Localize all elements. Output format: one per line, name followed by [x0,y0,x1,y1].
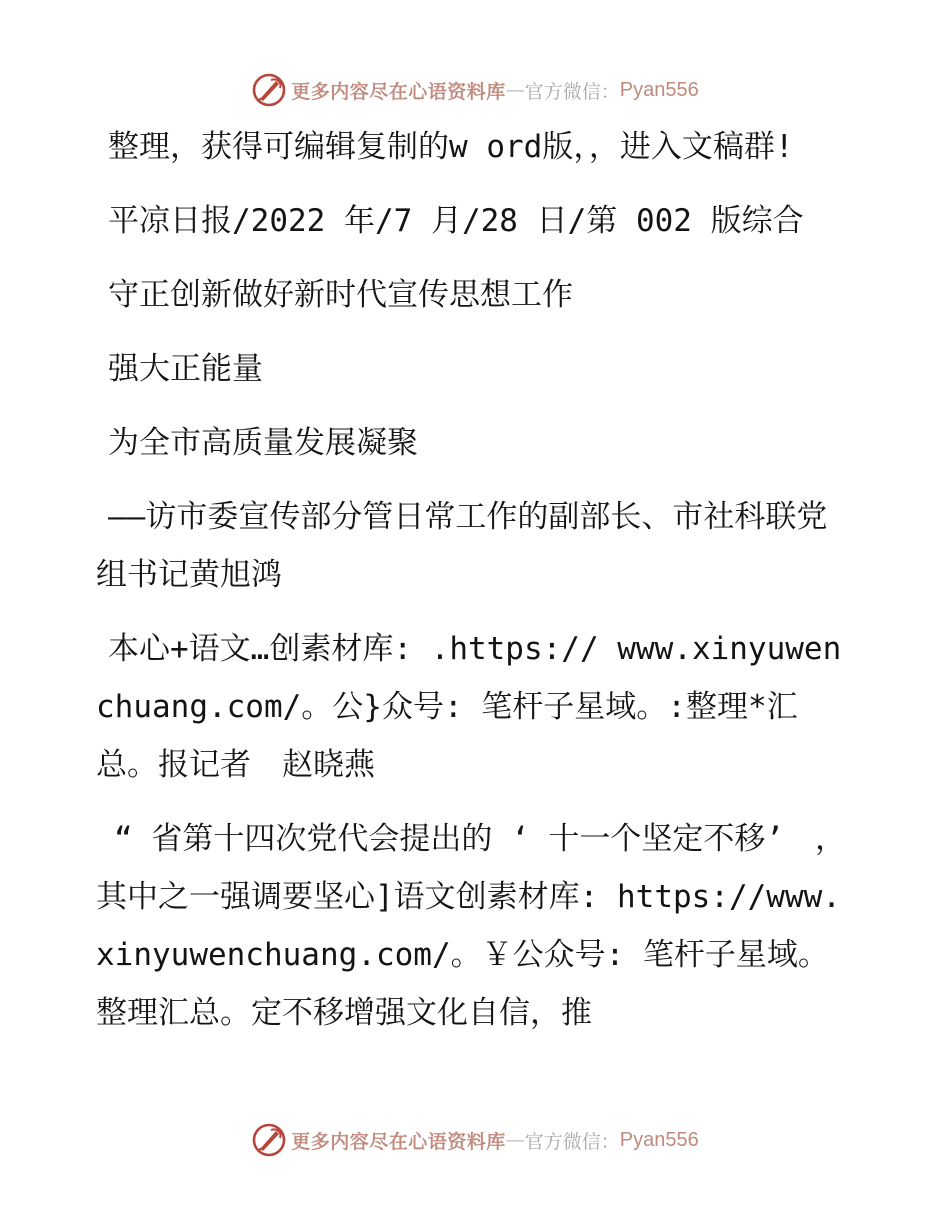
watermark-sub-text: 官方微信： [524,80,620,103]
body-paragraph: “ 省第十四次党代会提出的 ‘ 十一个坚定不移’ ，其中之一强调要坚心]语文创素材库: https://www.xinyuwenchuang.com/。￥公众号: 笔杆子星域。整理汇总。定不移增强文化自信，推 [96,821,846,1031]
watermark-main-text: 更多内容尽在心语资料库 [291,80,506,103]
headline-line-3: 为全市高质量发展凝聚 [108,425,418,461]
quill-logo-icon [251,72,287,108]
intro-paragraph: 整理，获得可编辑复制的w ord版，，进入文稿群! [108,129,794,165]
watermark-wechat-id: Pyan556 [619,1128,699,1151]
watermark-footer [0,1120,950,1160]
headline-line-1: 守正创新做好新时代宣传思想工作 [108,277,573,313]
document-body [96,118,856,1058]
watermark-sub-text: 官方微信： [524,1130,620,1153]
watermark-header [0,70,950,110]
source-line: 平凉日报/2022 年/7 月/28 日/第 002 版综合 [108,203,804,239]
quill-logo-icon [251,1122,287,1158]
headline-line-2: 强大正能量 [108,351,263,387]
byline-paragraph: 本心+语文…创素材库: .https:// www.xinyuwenchuang.com/。公}众号: 笔杆子星域。:整理*汇总。报记者 赵晓燕 [96,631,842,783]
watermark-main-text: 更多内容尽在心语资料库 [291,1130,506,1153]
watermark-wechat-id: Pyan556 [619,78,699,101]
subtitle: ——访市委宣传部分管日常工作的副部长、市社科联党组书记黄旭鸿 [96,499,828,593]
watermark-dash: — [505,1129,525,1151]
watermark-dash: — [505,79,525,101]
